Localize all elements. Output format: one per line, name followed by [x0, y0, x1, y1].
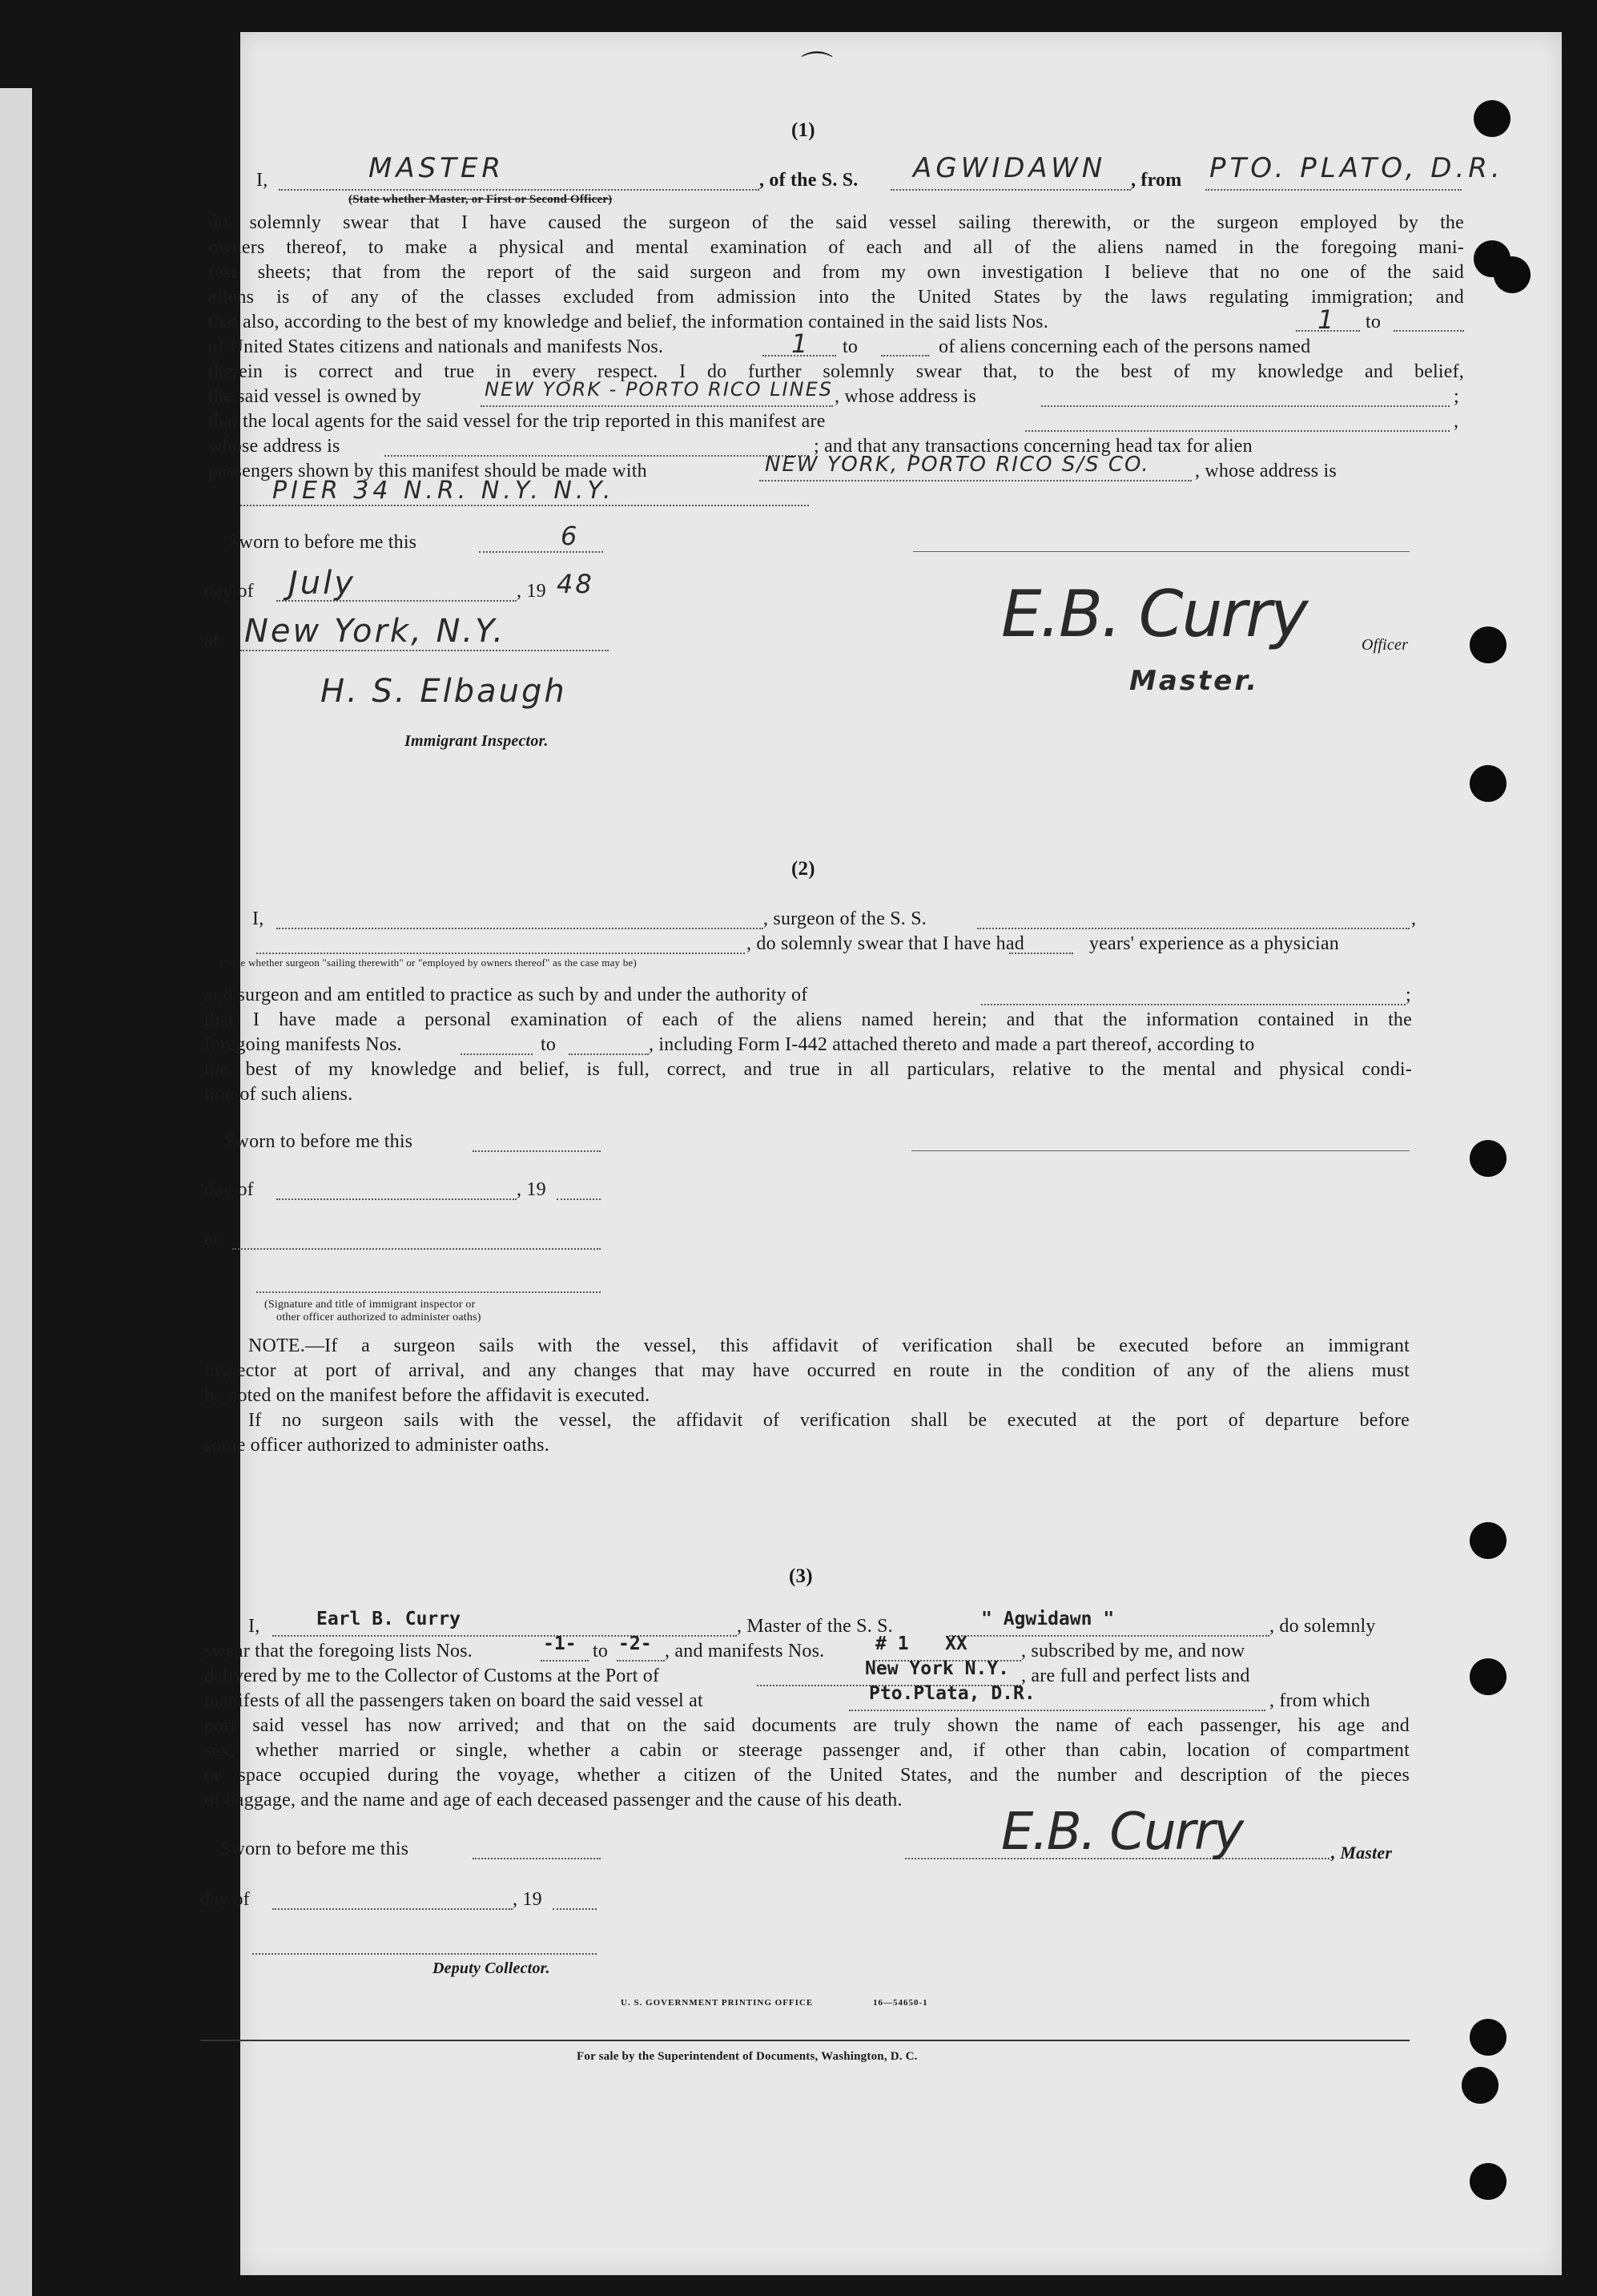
s1-place-line: [240, 650, 609, 651]
s2-month-line: [276, 1198, 517, 1200]
s3-lists-to-typed: -2-: [618, 1633, 652, 1654]
s3-year-line: [553, 1908, 597, 1910]
s2-line3-text: and surgeon and am entitled to practice as such by and under the authority of: [204, 985, 808, 1005]
s2-years: years' experience as a physician: [1089, 933, 1339, 954]
s1-at-label: at: [204, 630, 219, 651]
s1-line5-text: that also, according to the best of my knowledge and belief, the information contained in the said lists Nos.: [208, 312, 1048, 332]
s3-lists-to-line: [617, 1660, 665, 1662]
s3-departure-line: [849, 1710, 1265, 1711]
section3-heading: (3): [789, 1565, 813, 1587]
s2-name-line: [276, 928, 763, 929]
s1-text-line-3: fest sheets; that from the report of the said surgeon and from my own investigation I believe that no one of the said: [208, 262, 1464, 283]
top-mark: ⌒: [801, 50, 834, 86]
s3-sworn-label: Sworn to before me this: [220, 1839, 409, 1859]
s3-i-label: I,: [248, 1616, 260, 1637]
s2-signature-note-1: (Signature and title of immigrant inspector or: [264, 1299, 476, 1311]
s1-lists-from-handwritten: 1: [1317, 304, 1337, 335]
s2-year-prefix: , 19: [517, 1179, 546, 1200]
s3-collector-line: [252, 1953, 597, 1955]
s2-place-line: [232, 1248, 601, 1250]
s2-note-line-2: inspector at port of arrival, and any changes that may have occurred en route in the condition of any of the aliens must: [204, 1360, 1410, 1381]
s1-master-signature-line: [913, 551, 1410, 552]
s3-month-line: [272, 1908, 513, 1910]
footer-printing-office: U. S. GOVERNMENT PRINTING OFFICE: [621, 1998, 814, 2008]
s3-master-name-line: [272, 1635, 737, 1637]
s1-from-line: [1205, 189, 1462, 191]
s1-owner-address-line: [1041, 405, 1450, 407]
s3-vessel-line: [949, 1635, 1269, 1637]
s2-signature-note-2: other officer authorized to administer oaths): [276, 1311, 481, 1323]
s1-vessel-line: [891, 189, 1131, 191]
s2-vessel-line: [977, 928, 1410, 929]
s1-rank-handwritten: MASTER: [368, 152, 505, 184]
s3-do-solemnly: , do solemnly: [1269, 1616, 1376, 1637]
punch-hole: [1474, 100, 1511, 137]
s3-text-line-7: or space occupied during the voyage, whether a citizen of the United States, and the number and description of the pieces: [204, 1765, 1410, 1786]
s2-surgeon-of: , surgeon of the S. S.: [763, 908, 927, 929]
s1-year-prefix: , 19: [517, 581, 546, 602]
s3-master-signature: E.B. Curry: [1001, 1803, 1243, 1862]
s3-master-of: , Master of the S. S.: [737, 1616, 893, 1637]
punch-hole: [1470, 626, 1506, 663]
s3-manifests-extra-typed: XX: [945, 1633, 967, 1654]
s3-year-prefix: , 19: [513, 1889, 542, 1910]
s1-vessel-handwritten: AGWIDAWN: [913, 152, 1107, 184]
s1-officer-label: Officer: [1362, 636, 1409, 654]
s2-sworn-day-line: [473, 1150, 601, 1152]
s2-manifests-to-line: [569, 1053, 649, 1055]
s3-line2-text: swear that the foregoing lists Nos.: [204, 1641, 473, 1662]
s1-line11-text: passengers shown by this manifest should be made with: [208, 461, 647, 481]
s1-line6-text: of United States citizens and nationals and manifests Nos.: [208, 336, 664, 357]
s1-text-line-2: owners thereof, to make a physical and mental examination of each and all of the aliens named in the foregoing mani-: [208, 237, 1464, 258]
s3-master-name-typed: Earl B. Curry: [316, 1609, 461, 1629]
s1-head-tax-line: [759, 480, 1192, 481]
s3-line3-rest: , are full and perfect lists and: [1021, 1666, 1250, 1686]
s1-agents-address-line: [384, 455, 809, 457]
s1-master-handwritten: Master.: [1129, 665, 1260, 697]
s2-surgeon-note: (State whether surgeon "sailing therewith" or "employed by owners thereof" as the case may be): [220, 957, 637, 969]
s3-line4-rest: , from which: [1269, 1690, 1370, 1711]
s1-manifests-to-line: [881, 355, 929, 356]
s1-owner-handwritten: NEW YORK - PORTO RICO LINES: [485, 378, 833, 401]
s2-sworn-label: Sworn to before me this: [224, 1131, 413, 1152]
s1-master-signature: E.B. Curry: [1001, 577, 1307, 651]
s1-inspector-signature: H. S. Elbaugh: [320, 673, 567, 710]
punch-hole: [1494, 256, 1531, 293]
punch-hole: [1470, 765, 1506, 802]
punch-hole: [1462, 2067, 1498, 2104]
s3-day-of: day of: [200, 1889, 250, 1910]
s2-text-line-4: that I have made a personal examination of each of the aliens named herein; and that the information contained in the: [204, 1009, 1412, 1030]
s3-lists-from-line: [541, 1660, 589, 1662]
s1-text-line-7: therein is correct and true in every respect. I do further solemnly swear that, to the best of my knowledge and belief,: [208, 361, 1464, 382]
footer-divider: [200, 2040, 1410, 2041]
punch-hole: [1470, 1522, 1506, 1559]
s1-line9-end: ,: [1454, 411, 1459, 432]
s3-line2-to: to: [593, 1641, 609, 1662]
s3-text-line-8: of baggage, and the name and age of each deceased passenger and the cause of his death.: [204, 1790, 903, 1811]
s1-sworn-day-handwritten: 6: [561, 521, 580, 551]
s3-lists-from-typed: -1-: [543, 1633, 577, 1654]
manifest-affidavit-page: [200, 32, 1562, 2275]
section2-heading: (2): [791, 858, 815, 880]
s1-line6-to: to: [843, 336, 859, 357]
s1-text-line-1: do solemnly swear that I have caused the surgeon of the said vessel sailing therewith, or the surgeon employed by the: [208, 212, 1464, 233]
s1-line10-rest: ; and that any transactions concerning head tax for alien: [814, 436, 1253, 457]
s2-inspector-line: [256, 1291, 601, 1293]
s1-year-handwritten: 48: [557, 569, 594, 599]
s1-line8-text: the said vessel is owned by: [208, 386, 422, 407]
s1-line9-text: that the local agents for the said vessel for the trip reported in this manifest are: [208, 411, 826, 432]
s3-text-line-5: port said vessel has now arrived; and that on the said documents are truly shown the name of each passenger, his age and: [204, 1715, 1410, 1736]
s2-day-of: day of: [204, 1179, 254, 1200]
s3-departure-typed: Pto.Plata, D.R.: [869, 1683, 1036, 1704]
punch-hole: [1470, 1140, 1506, 1177]
scan-edge-strip: [0, 88, 32, 2296]
s2-line5-to: to: [541, 1034, 557, 1055]
s3-manifests-typed: # 1: [875, 1633, 909, 1654]
punch-hole: [1470, 2019, 1506, 2056]
s1-line6-rest: of aliens concerning each of the persons named: [939, 336, 1311, 357]
s3-line2-manifests: , and manifests Nos.: [665, 1641, 825, 1662]
s1-place-handwritten: New York, N.Y.: [244, 613, 506, 650]
s1-line5-to: to: [1366, 312, 1382, 332]
s2-line5-rest: , including Form I-442 attached thereto and made a part thereof, according to: [649, 1034, 1255, 1055]
s2-i-label: I,: [252, 908, 264, 929]
s2-note-line-5: some officer authorized to administer oaths.: [204, 1435, 549, 1456]
s2-text-line-6: the best of my knowledge and belief, is full, correct, and true in all particulars, relative to the mental and physical condi-: [204, 1059, 1412, 1080]
s2-text-line-7: tion of such aliens.: [204, 1084, 353, 1105]
s1-text-line-4: aliens is of any of the classes excluded from admission into the United States by the laws regulating immigration; and: [208, 287, 1464, 308]
s3-collector-title: Deputy Collector.: [432, 1960, 550, 1977]
s1-address-line: [240, 505, 809, 506]
s2-signature-line: [911, 1150, 1410, 1151]
s3-line2-rest: , subscribed by me, and now: [1021, 1641, 1245, 1662]
s1-i-label: I,: [256, 170, 268, 191]
s1-of-ss: , of the S. S.: [759, 170, 859, 191]
s2-note-line-4: If no surgeon sails with the vessel, the affidavit of verification shall be executed at the port of departure before: [248, 1410, 1410, 1431]
s3-line3-text: delivered by me to the Collector of Customs at the Port of: [204, 1666, 660, 1686]
s3-sworn-day-line: [473, 1858, 601, 1859]
s1-lists-to-line: [1394, 330, 1464, 332]
s1-day-of: day of: [204, 581, 254, 602]
s2-authority-line: [981, 1004, 1406, 1005]
s1-from-label: , from: [1131, 170, 1182, 191]
s1-address-handwritten: PIER 34 N.R. N.Y. N.Y.: [272, 477, 615, 505]
s3-text-line-6: sex, whether married or single, whether a cabin or steerage passenger and, if other than cabin, location of compartment: [204, 1740, 1410, 1761]
s2-years-line: [1009, 953, 1073, 954]
s2-swear: , do solemnly swear that I have had: [746, 933, 1024, 954]
s2-manifests-from-line: [461, 1053, 533, 1055]
punch-hole: [1470, 2163, 1506, 2200]
s2-line3-end: ;: [1406, 985, 1411, 1005]
s1-head-tax-handwritten: NEW YORK, PORTO RICO S/S CO.: [765, 453, 1150, 477]
s1-line8-end: ;: [1454, 386, 1459, 407]
footer-for-sale: For sale by the Superintendent of Documents, Washington, D. C.: [577, 2050, 918, 2063]
s1-agents-line: [1025, 430, 1450, 432]
s2-note-line-3: be noted on the manifest before the affidavit is executed.: [204, 1385, 650, 1406]
s1-rank-line: [279, 189, 759, 191]
s1-sworn-day-line: [479, 551, 603, 553]
s2-year-line: [557, 1198, 601, 1200]
s3-line4-text: manifests of all the passengers taken on board the said vessel at: [204, 1690, 703, 1711]
s2-at-label: at: [204, 1229, 219, 1250]
s1-month-handwritten: July: [288, 565, 356, 602]
s2-capacity-line: [256, 953, 745, 954]
s3-port-typed: New York N.Y.: [865, 1658, 1010, 1679]
footer-form-number: 16—54650-1: [873, 1998, 928, 2008]
s2-line5-text: foregoing manifests Nos.: [204, 1034, 402, 1055]
s1-owner-line: [481, 405, 833, 407]
section1-heading: (1): [791, 119, 815, 141]
s2-end-comma: ,: [1411, 908, 1417, 929]
s2-note-line-1: NOTE.—If a surgeon sails with the vessel, this affidavit of verification shall be executed before an immigrant: [248, 1335, 1410, 1356]
s1-rank-note: (State whether Master, or First or Second Officer): [348, 193, 613, 206]
s1-line10-text: whose address is: [208, 436, 340, 457]
s1-inspector-title: Immigrant Inspector.: [404, 732, 549, 750]
s3-master-label: , Master: [1331, 1843, 1393, 1863]
s1-from-handwritten: PTO. PLATO, D.R.: [1209, 152, 1504, 184]
s1-sworn-label: Sworn to before me this: [228, 532, 417, 553]
s1-manifests-from-handwritten: 1: [791, 328, 811, 359]
s1-line11-address: , whose address is: [1195, 461, 1337, 481]
s1-line8-address: , whose address is: [835, 386, 976, 407]
punch-hole: [1470, 1658, 1506, 1695]
s3-vessel-typed: " Agwidawn ": [981, 1609, 1115, 1629]
